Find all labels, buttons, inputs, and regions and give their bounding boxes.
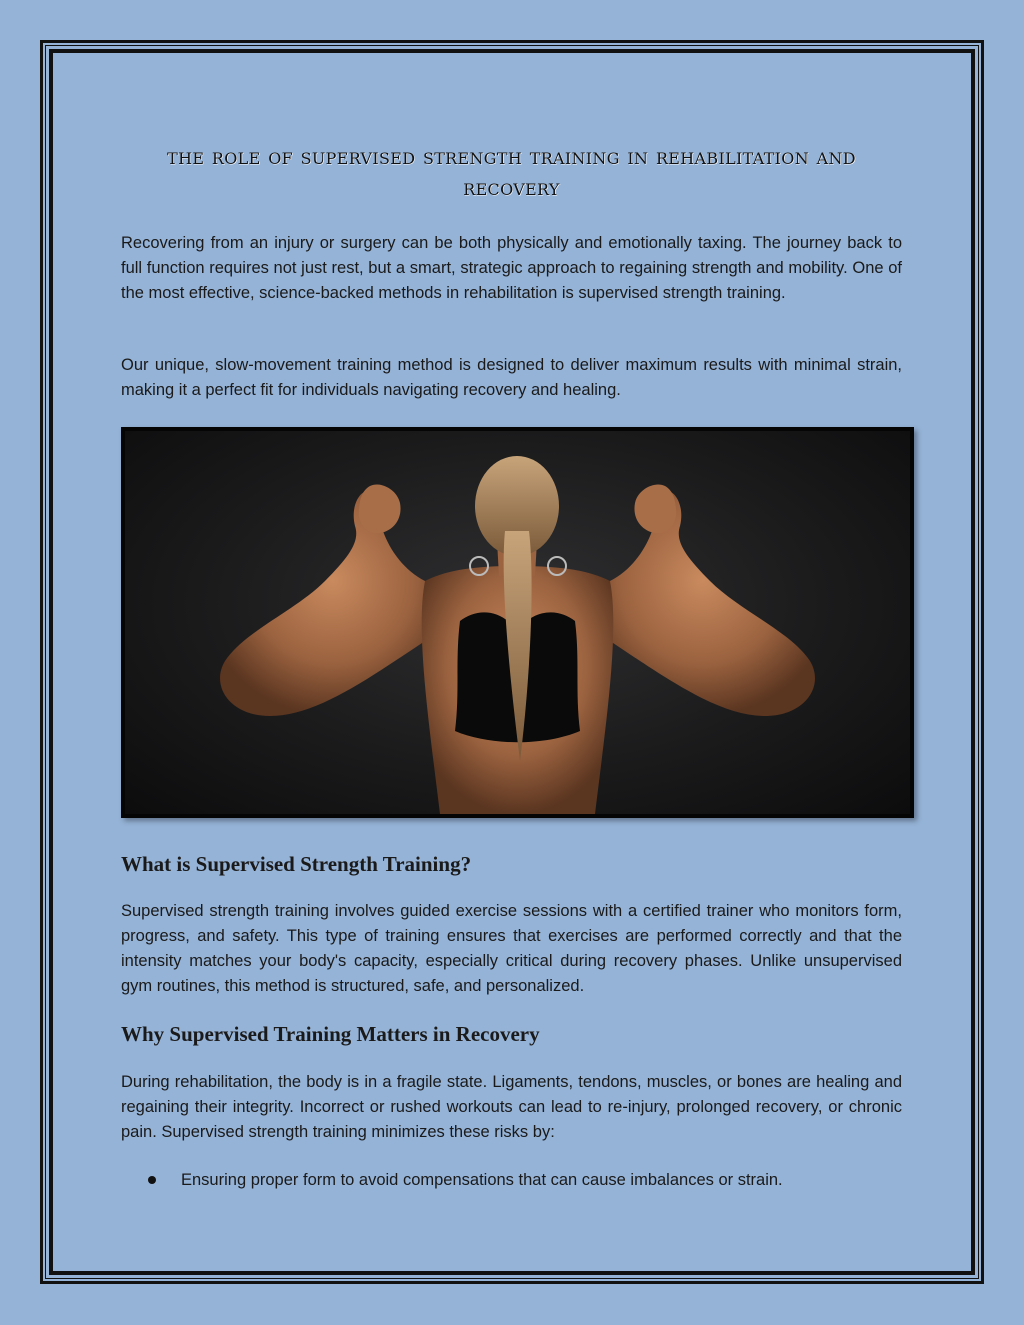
section-paragraph-what-is: Supervised strength training involves guided exercise sessions with a certified trainer who monitors form, progress, and safety. This type of training ensures that exercises are performed correctly and that the intensity matches your body's capacity, especially critical during recovery phases. Unlike unsupervised gym routines, this method is structured, safe, and personalized.: [121, 902, 902, 995]
document-title: the role of supervised strength training in rehabilitation and recovery: [167, 144, 856, 201]
section-paragraph-why-matters: During rehabilitation, the body is in a fragile state. Ligaments, tendons, muscles, or bones are healing and regaining their integrity. Incorrect or rushed workouts can lead to re-injury, prolonged recovery, or chronic pain. Supervised strength training minimizes these risks by:: [121, 1073, 902, 1141]
intro-paragraph-2: Our unique, slow-movement training method is designed to deliver maximum results with minimal strain, making it a perfect fit for individuals navigating recovery and healing.: [121, 356, 902, 399]
intro-paragraph-1: Recovering from an injury or surgery can be both physically and emotionally taxing. The journey back to full function requires not just rest, but a smart, strategic approach to regaining strength and mobility. One of the most effective, science-backed methods in rehabilitation is supervised strength training.: [121, 234, 902, 302]
woman-flexing-photo: [121, 427, 914, 818]
woman-flexing-illustration: [125, 431, 910, 814]
list-item-text: Ensuring proper form to avoid compensations that can cause imbalances or strain.: [181, 1171, 783, 1189]
section-heading-why-matters: Why Supervised Training Matters in Recovery: [121, 1022, 540, 1046]
bullet-icon: [148, 1176, 156, 1184]
section-heading-what-is: What is Supervised Strength Training?: [121, 852, 472, 876]
